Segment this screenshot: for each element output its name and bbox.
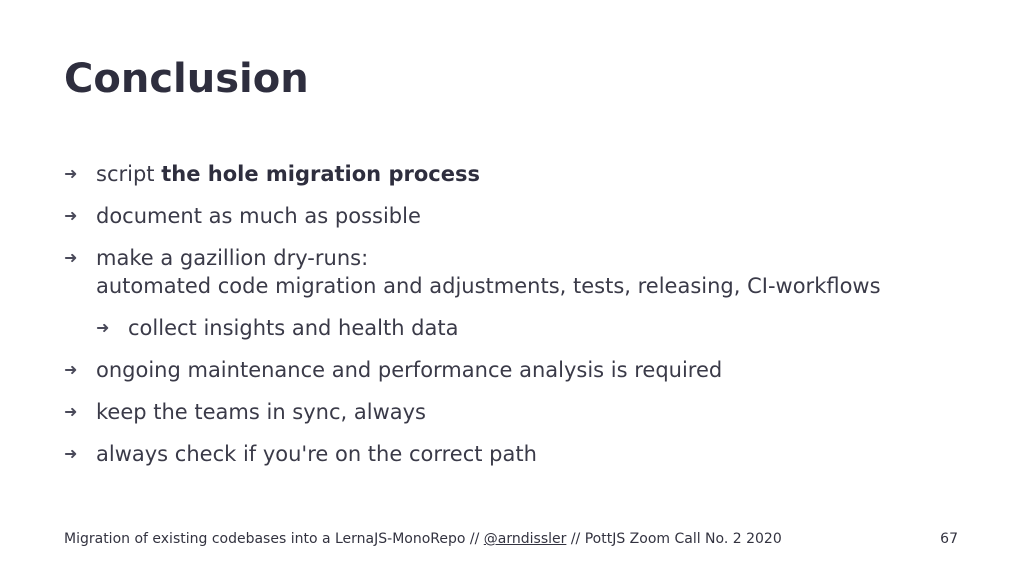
- arrow-right-icon: ➜: [64, 248, 78, 267]
- list-item: [64, 244, 984, 300]
- bullet-text: make a gazillion dry-runs:: [96, 246, 369, 270]
- bullet-text: script: [96, 162, 162, 186]
- author-handle-link[interactable]: @arndissler: [483, 531, 567, 547]
- list-item: [64, 356, 984, 384]
- bullet-list: [64, 160, 984, 482]
- list-item: [64, 398, 984, 426]
- list-item: [64, 440, 984, 468]
- slide-footer: [64, 531, 782, 547]
- arrow-right-icon: ➜: [96, 318, 110, 337]
- bullet-text-continuation: automated code migration and adjustments, tests, releasing, CI-workflows: [96, 274, 881, 298]
- arrow-right-icon: ➜: [64, 444, 78, 463]
- list-item: [64, 160, 984, 188]
- bullet-text: document as much as possible: [96, 204, 421, 228]
- page-number: 67: [940, 531, 958, 547]
- bullet-text: always check if you're on the correct path: [96, 442, 537, 466]
- bullet-text: keep the teams in sync, always: [96, 400, 427, 424]
- list-item-nested: [96, 314, 984, 342]
- list-item: [64, 202, 984, 230]
- footer-suffix: // PottJS Zoom Call No. 2 2020: [566, 531, 782, 547]
- arrow-right-icon: ➜: [64, 164, 78, 183]
- arrow-right-icon: ➜: [64, 206, 78, 225]
- arrow-right-icon: ➜: [64, 360, 78, 379]
- slide-title: Conclusion: [64, 56, 309, 102]
- bullet-text: ongoing maintenance and performance analysis is required: [96, 358, 723, 382]
- bullet-emphasis: the hole migration process: [161, 162, 480, 186]
- bullet-text: collect insights and health data: [128, 316, 459, 340]
- footer-prefix: Migration of existing codebases into a LernaJS-MonoRepo //: [64, 531, 484, 547]
- arrow-right-icon: ➜: [64, 402, 78, 421]
